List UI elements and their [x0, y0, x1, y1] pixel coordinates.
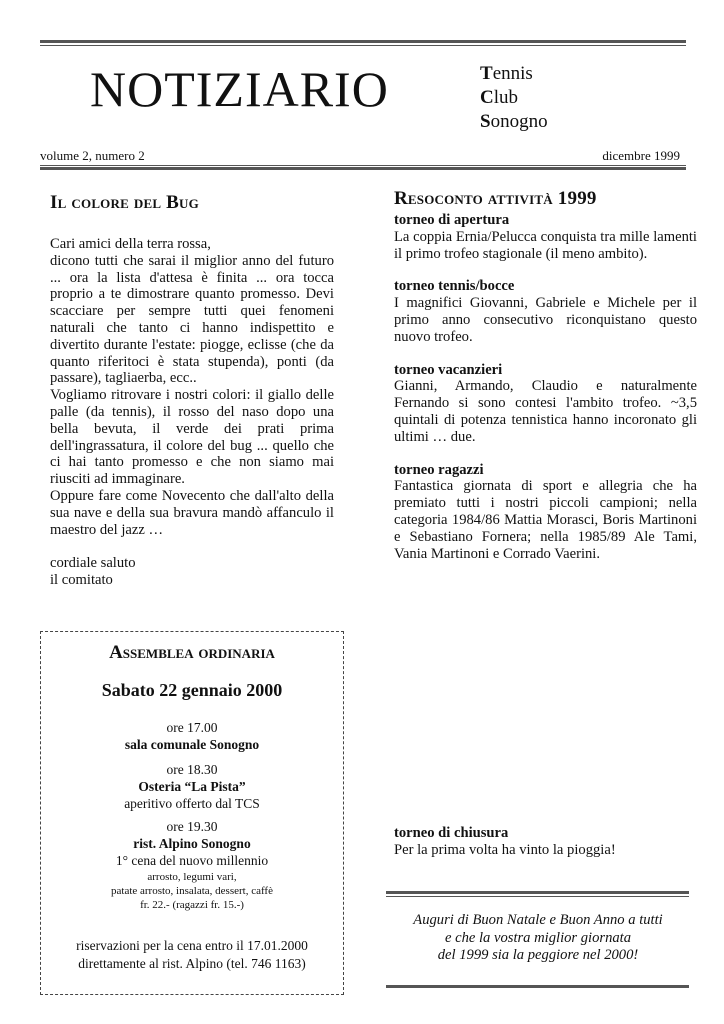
event-place: sala comunale Sonogno: [124, 737, 260, 752]
menu-line: patate arrosto, insalata, dessert, caffè: [111, 885, 273, 897]
section-heading: torneo vacanzieri: [394, 361, 503, 378]
activity-report: [394, 188, 697, 562]
issue-date: dicembre 1999: [602, 148, 680, 163]
report-section: [394, 462, 697, 563]
event-note: aperitivo offerto dal TCS: [124, 796, 260, 811]
greeting-rule-top-thin: [386, 896, 689, 897]
report-title: Resoconto attività 1999: [394, 188, 597, 209]
event-time: ore 18.30: [166, 762, 218, 777]
reservation-line: direttamente al rist. Alpino (tel. 746 1163): [78, 956, 306, 971]
report-section: [394, 212, 697, 262]
menu-line: arrosto, legumi vari,: [147, 871, 237, 883]
section-heading: torneo di apertura: [394, 212, 510, 228]
section-text: La coppia Ernia/Pelucca conquista tra mille lamenti il primo trofeo stagionale (il meno ambito).: [394, 228, 697, 262]
section-heading: torneo di chiusura: [394, 825, 509, 841]
header-rule-thick: [40, 167, 686, 170]
event-place: rist. Alpino Sonogno: [133, 836, 251, 851]
volume-info: volume 2, numero 2: [40, 148, 145, 163]
assembly-title: Assemblea ordinaria: [109, 642, 275, 663]
closing-tournament: [394, 825, 697, 859]
section-heading: torneo tennis/bocce: [394, 278, 515, 295]
greeting-rule-bottom: [386, 985, 689, 988]
masthead-title: NOTIZIARIO: [90, 61, 389, 117]
editorial-closing: cordiale saluto: [50, 555, 136, 572]
greeting-line: del 1999 sia la peggiore nel 2000!: [437, 947, 639, 963]
event-place: Osteria “La Pista”: [138, 779, 246, 794]
event-time: ore 17.00: [166, 720, 218, 735]
greeting-line: Auguri di Buon Natale e Buon Anno a tutti: [413, 912, 663, 928]
report-section: [394, 278, 697, 345]
editorial-body: Cari amici della terra rossa, dicono tutti che sarai il miglior anno del futuro ... ora la lista d'attesa è finita ... ora tocca proprio a te dimostrare quanto promesso. Devi scacciare per sempre tutti quei fenomeni naturali che tanto ci hanno indispettito e divertito durante l'estate: piogge, eclisse (che da quanto riferitoci è stata stupenda), ponti (da passare), tagliaerba, ecc.. Vogliamo ritrovare i nostri colori: il giallo delle palle (da tennis), il rosso del naso dopo una bella bevuta, il verde dei prati prima dell'ingrassatura, il colore del bug ... quello che ci hai tanto promesso e che non siamo mai riusciti ad immaginare. Oppure fare come Novecento che dall'alto della sua nave e della sua bravura mandò affanculo il maestro del jazz …: [50, 236, 334, 538]
report-section: [394, 362, 697, 446]
assembly-box: [40, 631, 344, 995]
event-time: ore 19.30: [166, 819, 218, 834]
holiday-greeting: [400, 912, 676, 965]
club-line-tennis: Tennis: [480, 63, 533, 84]
top-rule-thin: [40, 45, 686, 46]
editorial: [50, 192, 334, 589]
menu-line: fr. 22.- (ragazzi fr. 15.-): [140, 899, 244, 911]
assembly-date: Sabato 22 gennaio 2000: [101, 680, 283, 700]
section-text: I magnifici Giovanni, Gabriele e Michele per il primo anno consecutivo riconquistano questo nuovo trofeo.: [394, 295, 697, 345]
header-rule: [40, 165, 686, 166]
club-name: [480, 62, 548, 134]
section-text: Gianni, Armando, Claudio e naturalmente Fernando si sono contesi l'ambito trofeo. ~3,5 quintali di potenza tennistica hanno incoronato gli ultimi … due.: [394, 378, 697, 445]
editorial-title: Il colore del Bug: [50, 192, 199, 213]
section-heading: torneo ragazzi: [394, 461, 484, 478]
section-text: Per la prima volta ha vinto la pioggia!: [394, 841, 616, 858]
reservation-line: riservazioni per la cena entro il 17.01.2000: [76, 938, 308, 953]
club-line-club: Club: [480, 87, 519, 108]
top-rule: [40, 40, 686, 43]
event-note: 1° cena del nuovo millennio: [115, 853, 269, 868]
section-text: Fantastica giornata di sport e allegria che ha premiato tutti i nostri piccoli campioni; nella categoria 1984/86 Mattia Morasci, Boris Martinoni e Sebastiano Fornera; nella 1985/89 Ale Tami, Vania Martinoni e Corrado Vaerini.: [394, 478, 697, 562]
greeting-line: e che la vostra miglior giornata: [444, 929, 632, 946]
club-line-sonogno: Sonogno: [480, 111, 548, 132]
editorial-signature: il comitato: [50, 572, 113, 589]
greeting-rule-top: [386, 891, 689, 894]
